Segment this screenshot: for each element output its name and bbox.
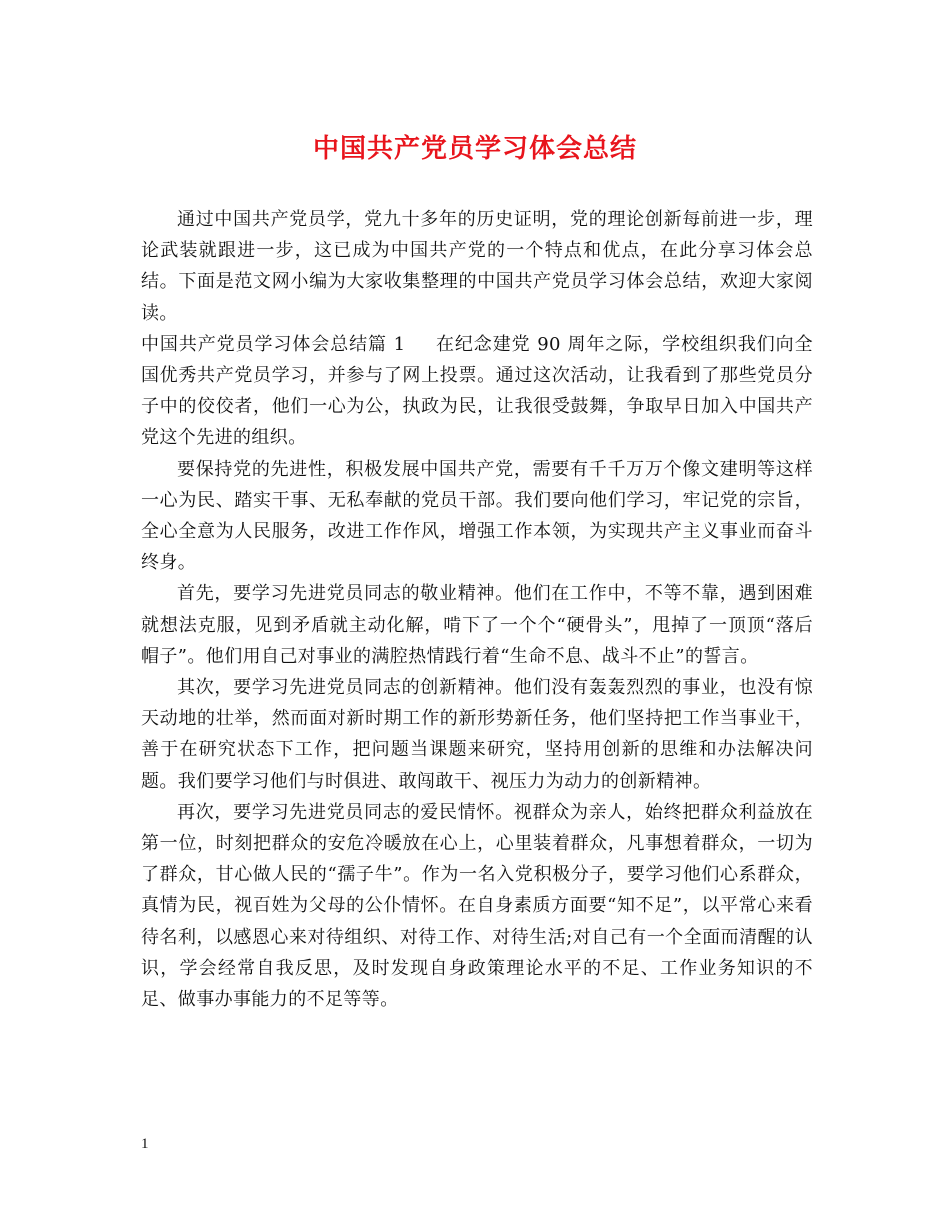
section-text: 在纪念建党 90 周年之际，学校组织我们向全国优秀共产党员学习，并参与了网上投票。通过这次活动，让我看到了那些党员分子中的佼佼者，他们一心为公，执政为民，让我很受鼓舞，争取早日加入中国共产党这个先进的组织。 [141, 333, 813, 449]
body-paragraph: 要保持党的先进性，积极发展中国共产党，需要有千千万万个像文建明等这样一心为民、踏实干事、无私奉献的党员干部。我们要向他们学习，牢记党的宗旨，全心全意为人民服务，改进工作作风，增强工作本领，为实现共产主义事业而奋斗终身。 [141, 458, 813, 574]
intro-paragraph: 通过中国共产党员学，党九十多年的历史证明，党的理论创新每前进一步，理论武装就跟进一步，这已成为中国共产党的一个特点和优点，在此分享习体会总结。下面是范文网小编为大家收集整理的中国共产党员学习体会总结，欢迎大家阅读。 [141, 209, 813, 324]
page-number: 1 [141, 1136, 149, 1152]
section-heading: 中国共产党员学习体会总结篇 1 [141, 333, 406, 355]
document-title: 中国共产党员学习体会总结 [312, 134, 637, 164]
body-paragraph: 再次，要学习先进党员同志的爱民情怀。视群众为亲人，始终把群众利益放在第一位，时刻把群众的安危冷暖放在心上，心里装着群众，凡事想着群众，一切为了群众，甘心做人民的“孺子牛”。作为一名入党积极分子，要学习他们心系群众，真情为民，视百姓为父母的公仆情怀。在自身素质方面要“知不足”，以平常心来看待名利，以感恩心来对待组织、对待工作、对待生活;对自己有一个全面而清醒的认识，学会经常自我反思，及时发现自身政策理论水平的不足、工作业务知识的不足、做事办事能力的不足等等。 [141, 801, 813, 1011]
document-body [141, 204, 813, 1015]
body-paragraph: 首先，要学习先进党员同志的敬业精神。他们在工作中，不等不靠，遇到困难就想法克服，见到矛盾就主动化解，啃下了一个个“硬骨头”，甩掉了一顶顶“落后帽子”。他们用自己对事业的满腔热情践行着“生命不息、战斗不止”的誓言。 [141, 583, 813, 667]
body-paragraph: 其次，要学习先进党员同志的创新精神。他们没有轰轰烈烈的事业，也没有惊天动地的壮举，然而面对新时期工作的新形势新任务，他们坚持把工作当事业干，善于在研究状态下工作，把问题当课题来研究，坚持用创新的思维和办法解决问题。我们要学习他们与时俱进、敢闯敢干、视压力为动力的创新精神。 [141, 677, 813, 792]
section-paragraph [141, 329, 813, 454]
